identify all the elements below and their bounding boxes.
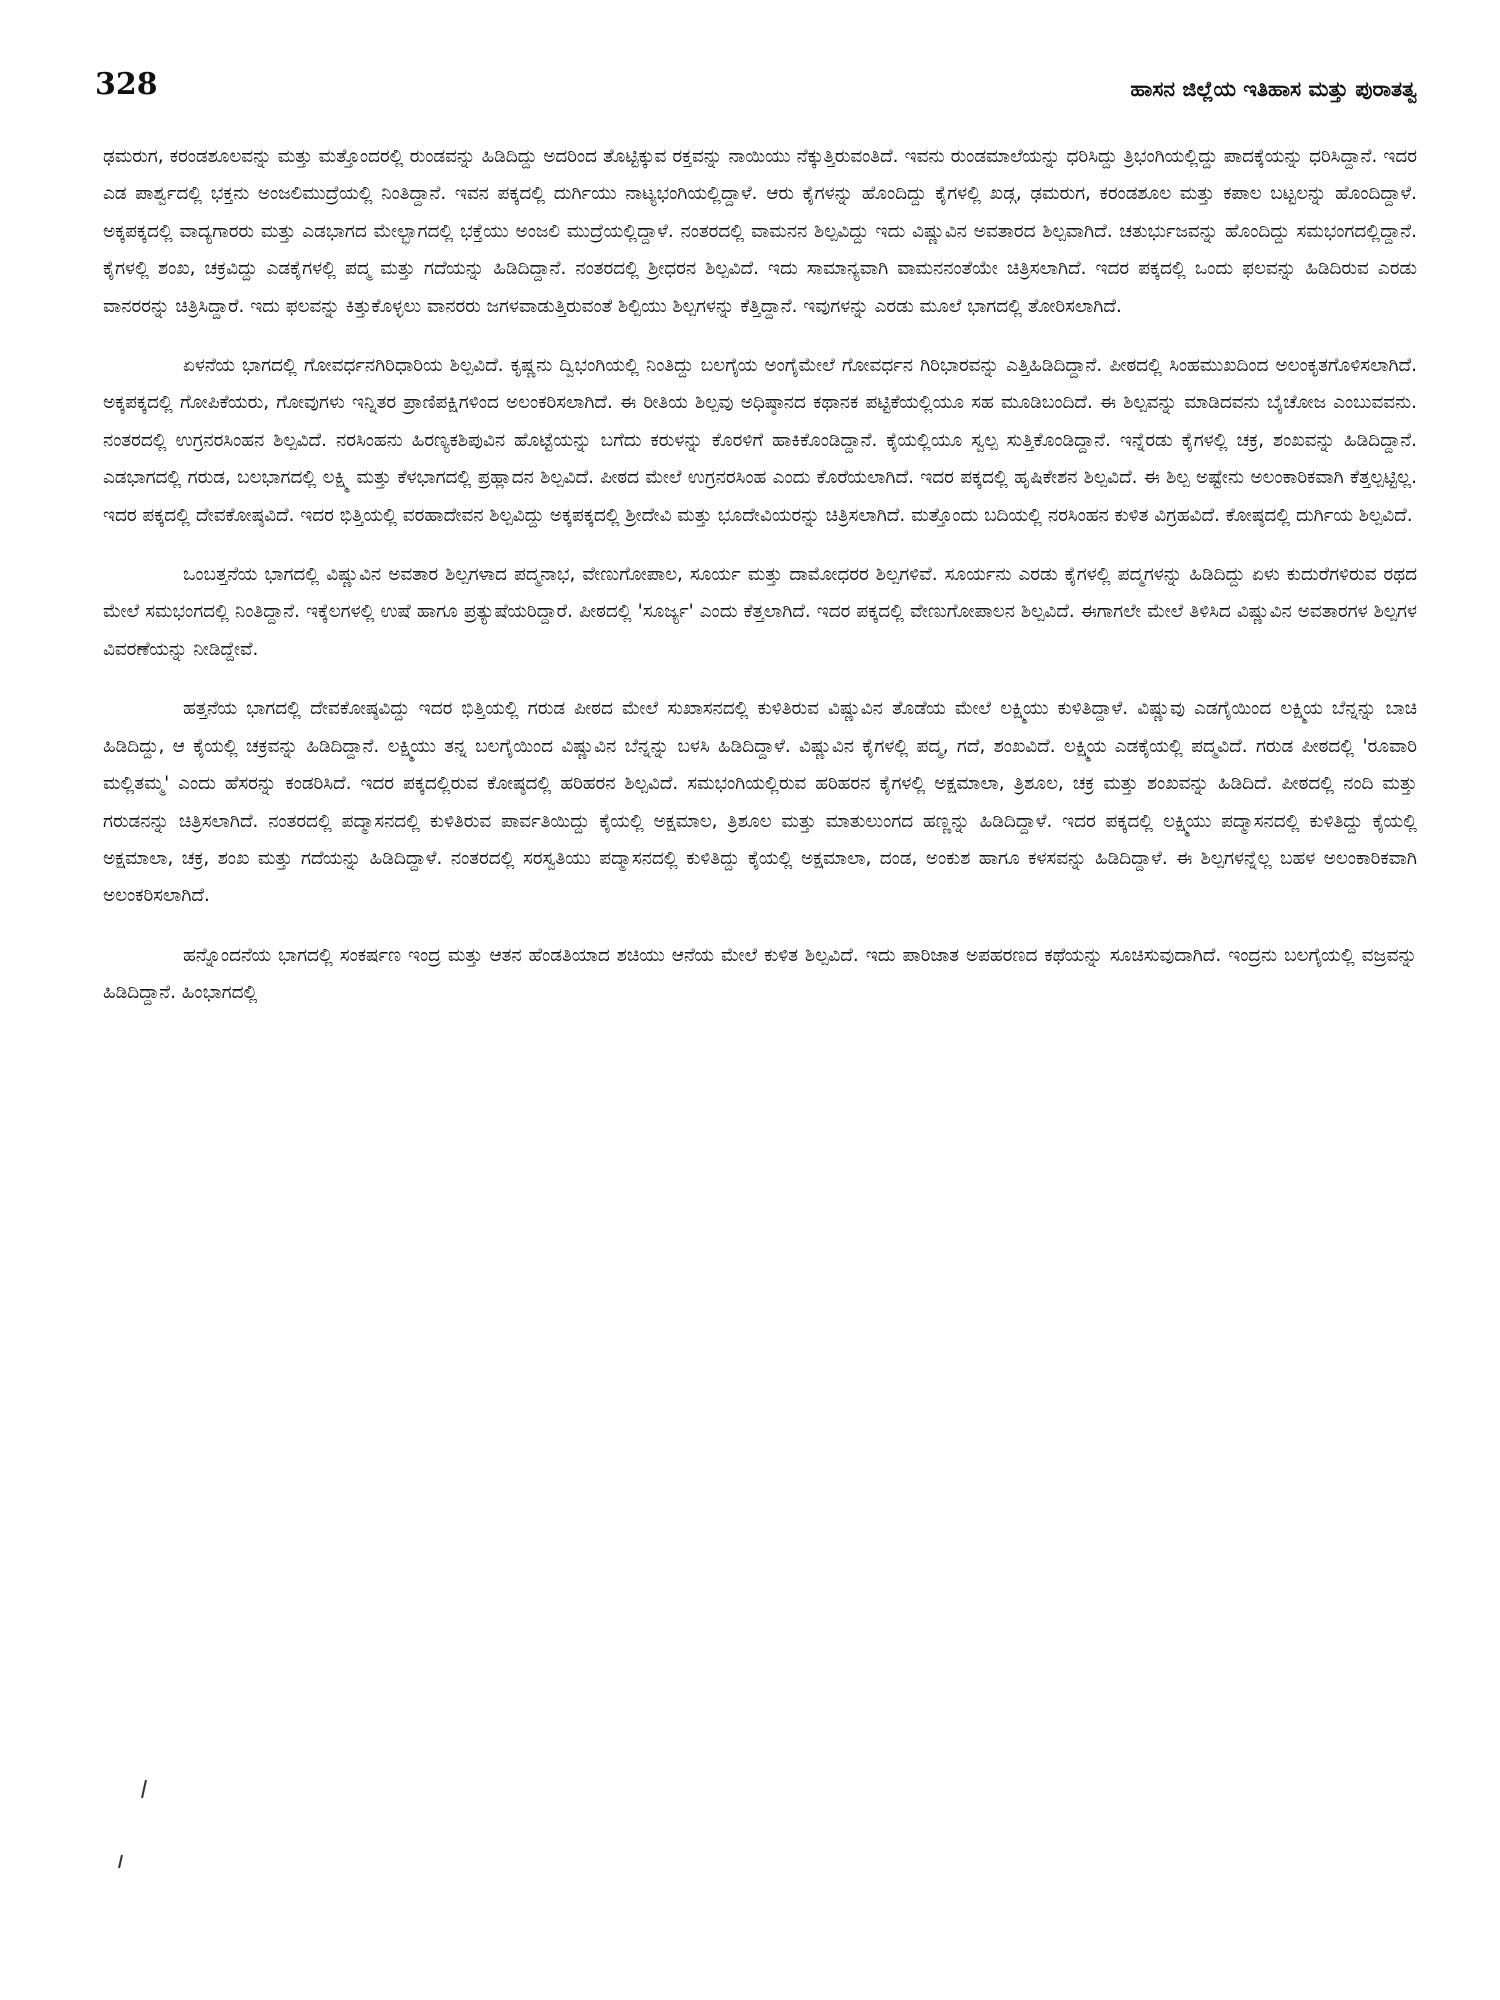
pen-mark-upper (142, 1780, 146, 1798)
running-title: ಹಾಸನ ಜಿಲ್ಲೆಯ ಇತಿಹಾಸ ಮತ್ತು ಪುರಾತತ್ವ (1130, 77, 1417, 101)
body-text (103, 138, 1417, 1034)
paragraph-eleventh-section: ಹನ್ನೊಂದನೆಯ ಭಾಗದಲ್ಲಿ ಸಂಕರ್ಷಣ ಇಂದ್ರ ಮತ್ತು ಆತನ ಹೆಂಡತಿಯಾದ ಶಚಿಯು ಆನೆಯ ಮೇಲೆ ಕುಳಿತ ಶಿಲ್ಪವಿದೆ. ಇದು ಪಾರಿಜಾತ ಅಪಹರಣದ ಕಥೆಯನ್ನು ಸೂಚಿಸುವುದಾಗಿದೆ. ಇಂದ್ರನು ಬಲಗೈಯಲ್ಲಿ ವಜ್ರವನ್ನು ಹಿಡಿದಿದ್ದಾನೆ. ಹಿಂಭಾಗದಲ್ಲಿ (103, 944, 1417, 1004)
paragraph-seventh-section: ಏಳನೆಯ ಭಾಗದಲ್ಲಿ ಗೋವರ್ಧನಗಿರಿಧಾರಿಯ ಶಿಲ್ಪವಿದೆ. ಕೃಷ್ಣನು ದ್ವಿಭಂಗಿಯಲ್ಲಿ ನಿಂತಿದ್ದು ಬಲಗೈಯ ಅಂಗೈಮೇಲೆ ಗೋವರ್ಧನ ಗಿರಿಭಾರವನ್ನು ಎತ್ತಿಹಿಡಿದಿದ್ದಾನೆ. ಪೀಠದಲ್ಲಿ ಸಿಂಹಮುಖದಿಂದ ಅಲಂಕೃತಗೊಳಿಸಲಾಗಿದೆ. ಅಕ್ಕಪಕ್ಕದಲ್ಲಿ ಗೋಪಿಕೆಯರು, ಗೋವುಗಳು ಇನ್ನಿತರ ಪ್ರಾಣಿಪಕ್ಷಿಗಳಿಂದ ಅಲಂಕರಿಸಲಾಗಿದೆ. ಈ ರೀತಿಯ ಶಿಲ್ಪವು ಅಧಿಷ್ಠಾನದ ಕಥಾನಕ ಪಟ್ಟಿಕೆಯಲ್ಲಿಯೂ ಸಹ ಮೂಡಿಬಂದಿದೆ. ಈ ಶಿಲ್ಪವನ್ನು ಮಾಡಿದವನು ಬೈಚೋಜ ಎಂಬುವವನು. ನಂತರದಲ್ಲಿ ಉಗ್ರನರಸಿಂಹನ ಶಿಲ್ಪವಿದೆ. ನರಸಿಂಹನು ಹಿರಣ್ಯಕಶಿಪುವಿನ ಹೊಟ್ಟೆಯನ್ನು ಬಗೆದು ಕರುಳನ್ನು ಕೊರಳಿಗೆ ಹಾಕಿಕೊಂಡಿದ್ದಾನೆ. ಕೈಯಲ್ಲಿಯೂ ಸ್ವಲ್ಪ ಸುತ್ತಿಕೊಂಡಿದ್ದಾನೆ. ಇನ್ನೆರಡು ಕೈಗಳಲ್ಲಿ ಚಕ್ರ, ಶಂಖವನ್ನು ಹಿಡಿದಿದ್ದಾನೆ. ಎಡಭಾಗದಲ್ಲಿ ಗರುಡ, ಬಲಭಾಗದಲ್ಲಿ ಲಕ್ಷ್ಮಿ ಮತ್ತು ಕೆಳಭಾಗದಲ್ಲಿ ಪ್ರಹ್ಲಾದನ ಶಿಲ್ಪವಿದೆ. ಪೀಠದ ಮೇಲೆ ಉಗ್ರನರಸಿಂಹ ಎಂದು ಕೊರೆಯಲಾಗಿದೆ. ಇದರ ಪಕ್ಕದಲ್ಲಿ ಹೃಷಿಕೇಶನ ಶಿಲ್ಪವಿದೆ. ಈ ಶಿಲ್ಪ ಅಷ್ಟೇನು ಅಲಂಕಾರಿಕವಾಗಿ ಕೆತ್ತಲ್ಪಟ್ಟಿಲ್ಲ. ಇದರ ಪಕ್ಕದಲ್ಲಿ ದೇವಕೋಷ್ಠವಿದೆ. ಇದರ ಭಿತ್ತಿಯಲ್ಲಿ ವರಹಾದೇವನ ಶಿಲ್ಪವಿದ್ದು ಅಕ್ಕಪಕ್ಕದಲ್ಲಿ ಶ್ರೀದೇವಿ ಮತ್ತು ಭೂದೇವಿಯರನ್ನು ಚಿತ್ರಿಸಲಾಗಿದೆ. ಮತ್ತೊಂದು ಬದಿಯಲ್ಲಿ ನರಸಿಂಹನ ಕುಳಿತ ವಿಗ್ರಹವಿದೆ. ಕೋಷ್ಠದಲ್ಲಿ ದುರ್ಗಿಯ ಶಿಲ್ಪವಿದೆ. (103, 355, 1417, 526)
page-number: 328 (95, 67, 158, 102)
pen-mark-lower (119, 1855, 122, 1868)
paragraph-continuation: ಢಮರುಗ, ಕರಂಡಶೂಲವನ್ನು ಮತ್ತು ಮತ್ತೊಂದರಲ್ಲಿ ರುಂಡವನ್ನು ಹಿಡಿದಿದ್ದು ಅದರಿಂದ ತೊಟ್ಟಿಕ್ಕುವ ರಕ್ತವನ್ನು ನಾಯಿಯು ನೆಕ್ಕುತ್ತಿರುವಂತಿದೆ. ಇವನು ರುಂಡಮಾಲೆಯನ್ನು ಧರಿಸಿದ್ದು ತ್ರಿಭಂಗಿಯಲ್ಲಿದ್ದು ಪಾದಕ್ಕೆಯನ್ನು ಧರಿಸಿದ್ದಾನೆ. ಇದರ ಎಡ ಪಾರ್ಶ್ವದಲ್ಲಿ ಭಕ್ತನು ಅಂಜಲಿಮುದ್ರೆಯಲ್ಲಿ ನಿಂತಿದ್ದಾನೆ. ಇವನ ಪಕ್ಕದಲ್ಲಿ ದುರ್ಗಿಯು ನಾಟ್ಯಭಂಗಿಯಲ್ಲಿದ್ದಾಳೆ. ಆರು ಕೈಗಳನ್ನು ಹೊಂದಿದ್ದು ಕೈಗಳಲ್ಲಿ ಖಡ್ಗ, ಢಮರುಗ, ಕರಂಡಶೂಲ ಮತ್ತು ಕಪಾಲ ಬಟ್ಟಲನ್ನು ಹೊಂದಿದ್ದಾಳೆ. ಅಕ್ಕಪಕ್ಕದಲ್ಲಿ ವಾದ್ಯಗಾರರು ಮತ್ತು ಎಡಭಾಗದ ಮೇಲ್ಭಾಗದಲ್ಲಿ ಭಕ್ತೆಯು ಅಂಜಲಿ ಮುದ್ರೆಯಲ್ಲಿದ್ದಾಳೆ. ನಂತರದಲ್ಲಿ ವಾಮನನ ಶಿಲ್ಪವಿದ್ದು ಇದು ವಿಷ್ಣುವಿನ ಅವತಾರದ ಶಿಲ್ಪವಾಗಿದೆ. ಚತುರ್ಭುಜವನ್ನು ಹೊಂದಿದ್ದು ಸಮಭಂಗದಲ್ಲಿದ್ದಾನೆ. ಕೈಗಳಲ್ಲಿ ಶಂಖ, ಚಕ್ರವಿದ್ದು ಎಡಕೈಗಳಲ್ಲಿ ಪದ್ಮ ಮತ್ತು ಗದೆಯನ್ನು ಹಿಡಿದಿದ್ದಾನೆ. ನಂತರದಲ್ಲಿ ಶ್ರೀಧರನ ಶಿಲ್ಪವಿದೆ. ಇದು ಸಾಮಾನ್ಯವಾಗಿ ವಾಮನನಂತೆಯೇ ಚಿತ್ರಿಸಲಾಗಿದೆ. ಇದರ ಪಕ್ಕದಲ್ಲಿ ಒಂದು ಫಲವನ್ನು ಹಿಡಿದಿರುವ ಎರಡು ವಾನರರನ್ನು ಚಿತ್ರಿಸಿದ್ದಾರೆ. ಇದು ಫಲವನ್ನು ಕಿತ್ತುಕೊಳ್ಳಲು ವಾನರರು ಜಗಳವಾಡುತ್ತಿರುವಂತೆ ಶಿಲ್ಪಿಯು ಶಿಲ್ಪಗಳನ್ನು ಕೆತ್ತಿದ್ದಾನೆ. ಇವುಗಳನ್ನು ಎರಡು ಮೂಲೆ ಭಾಗದಲ್ಲಿ ತೋರಿಸಲಾಗಿದೆ. (103, 146, 1417, 317)
paragraph-tenth-section: ಹತ್ತನೆಯ ಭಾಗದಲ್ಲಿ ದೇವಕೋಷ್ಠವಿದ್ದು ಇದರ ಭಿತ್ತಿಯಲ್ಲಿ ಗರುಡ ಪೀಠದ ಮೇಲೆ ಸುಖಾಸನದಲ್ಲಿ ಕುಳಿತಿರುವ ವಿಷ್ಣುವಿನ ತೊಡೆಯ ಮೇಲೆ ಲಕ್ಷ್ಮಿಯು ಕುಳಿತಿದ್ದಾಳೆ. ವಿಷ್ಣುವು ಎಡಗೈಯಿಂದ ಲಕ್ಷ್ಮಿಯ ಬೆನ್ನನ್ನು ಬಾಚಿ ಹಿಡಿದಿದ್ದು, ಆ ಕೈಯಲ್ಲಿ ಚಕ್ರವನ್ನು ಹಿಡಿದಿದ್ದಾನೆ. ಲಕ್ಷ್ಮಿಯು ತನ್ನ ಬಲಗೈಯಿಂದ ವಿಷ್ಣುವಿನ ಬೆನ್ನನ್ನು ಬಳಸಿ ಹಿಡಿದಿದ್ದಾಳೆ. ವಿಷ್ಣುವಿನ ಕೈಗಳಲ್ಲಿ ಪದ್ಮ, ಗದೆ, ಶಂಖವಿದೆ. ಲಕ್ಷ್ಮಿಯ ಎಡಕೈಯಲ್ಲಿ ಪದ್ಮವಿದೆ. ಗರುಡ ಪೀಠದಲ್ಲಿ 'ರೂವಾರಿ ಮಲ್ಲಿತಮ್ಮ' ಎಂದು ಹೆಸರನ್ನು ಕಂಡರಿಸಿದೆ. ಇದರ ಪಕ್ಕದಲ್ಲಿರುವ ಕೋಷ್ಠದಲ್ಲಿ ಹರಿಹರನ ಶಿಲ್ಪವಿದೆ. ಸಮಭಂಗಿಯಲ್ಲಿರುವ ಹರಿಹರನ ಕೈಗಳಲ್ಲಿ ಅಕ್ಷಮಾಲಾ, ತ್ರಿಶೂಲ, ಚಕ್ರ ಮತ್ತು ಶಂಖವನ್ನು ಹಿಡಿದಿದೆ. ಪೀಠದಲ್ಲಿ ನಂದಿ ಮತ್ತು ಗರುಡನನ್ನು ಚಿತ್ರಿಸಲಾಗಿದೆ. ನಂತರದಲ್ಲಿ ಪದ್ಮಾಸನದಲ್ಲಿ ಕುಳಿತಿರುವ ಪಾರ್ವತಿಯಿದ್ದು ಕೈಯಲ್ಲಿ ಅಕ್ಷಮಾಲ, ತ್ರಿಶೂಲ ಮತ್ತು ಮಾತುಲುಂಗದ ಹಣ್ಣನ್ನು ಹಿಡಿದಿದ್ದಾಳೆ. ಇದರ ಪಕ್ಕದಲ್ಲಿ ಲಕ್ಷ್ಮಿಯು ಪದ್ಮಾಸನದಲ್ಲಿ ಕುಳಿತಿದ್ದು ಕೈಯಲ್ಲಿ ಅಕ್ಷಮಾಲಾ, ಚಕ್ರ, ಶಂಖ ಮತ್ತು ಗದೆಯನ್ನು ಹಿಡಿದಿದ್ದಾಳೆ. ನಂತರದಲ್ಲಿ ಸರಸ್ವತಿಯು ಪದ್ಮಾಸನದಲ್ಲಿ ಕುಳಿತಿದ್ದು ಕೈಯಲ್ಲಿ ಅಕ್ಷಮಾಲಾ, ದಂಡ, ಅಂಕುಶ ಹಾಗೂ ಕಳಸವನ್ನು ಹಿಡಿದಿದ್ದಾಳೆ. ಈ ಶಿಲ್ಪಗಳನ್ನೆಲ್ಲ ಬಹಳ ಅಲಂಕಾರಿಕವಾಗಿ ಅಲಂಕರಿಸಲಾಗಿದೆ. (103, 698, 1417, 907)
page-header (95, 48, 1417, 100)
paragraph-ninth-section: ಒಂಬತ್ತನೆಯ ಭಾಗದಲ್ಲಿ ವಿಷ್ಣುವಿನ ಅವತಾರ ಶಿಲ್ಪಗಳಾದ ಪದ್ಮನಾಭ, ವೇಣುಗೋಪಾಲ, ಸೂರ್ಯ ಮತ್ತು ದಾಮೋಧರರ ಶಿಲ್ಪಗಳಿವೆ. ಸೂರ್ಯನು ಎರಡು ಕೈಗಳಲ್ಲಿ ಪದ್ಮಗಳನ್ನು ಹಿಡಿದಿದ್ದು ಏಳು ಕುದುರೆಗಳಿರುವ ರಥದ ಮೇಲೆ ಸಮಭಂಗದಲ್ಲಿ ನಿಂತಿದ್ದಾನೆ. ಇಕ್ಕೆಲಗಳಲ್ಲಿ ಉಷೆ ಹಾಗೂ ಪ್ರತ್ಯುಷೆಯರಿದ್ದಾರೆ. ಪೀಠದಲ್ಲಿ 'ಸೂರ್ಜ್ಯ' ಎಂದು ಕೆತ್ತಲಾಗಿದೆ. ಇದರ ಪಕ್ಕದಲ್ಲಿ ವೇಣುಗೋಪಾಲನ ಶಿಲ್ಪವಿದೆ. ಈಗಾಗಲೇ ಮೇಲೆ ತಿಳಿಸಿದ ವಿಷ್ಣುವಿನ ಅವತಾರಗಳ ಶಿಲ್ಪಗಳ ವಿವರಣೆಯನ್ನು ನೀಡಿದ್ದೇವೆ. (103, 564, 1417, 660)
